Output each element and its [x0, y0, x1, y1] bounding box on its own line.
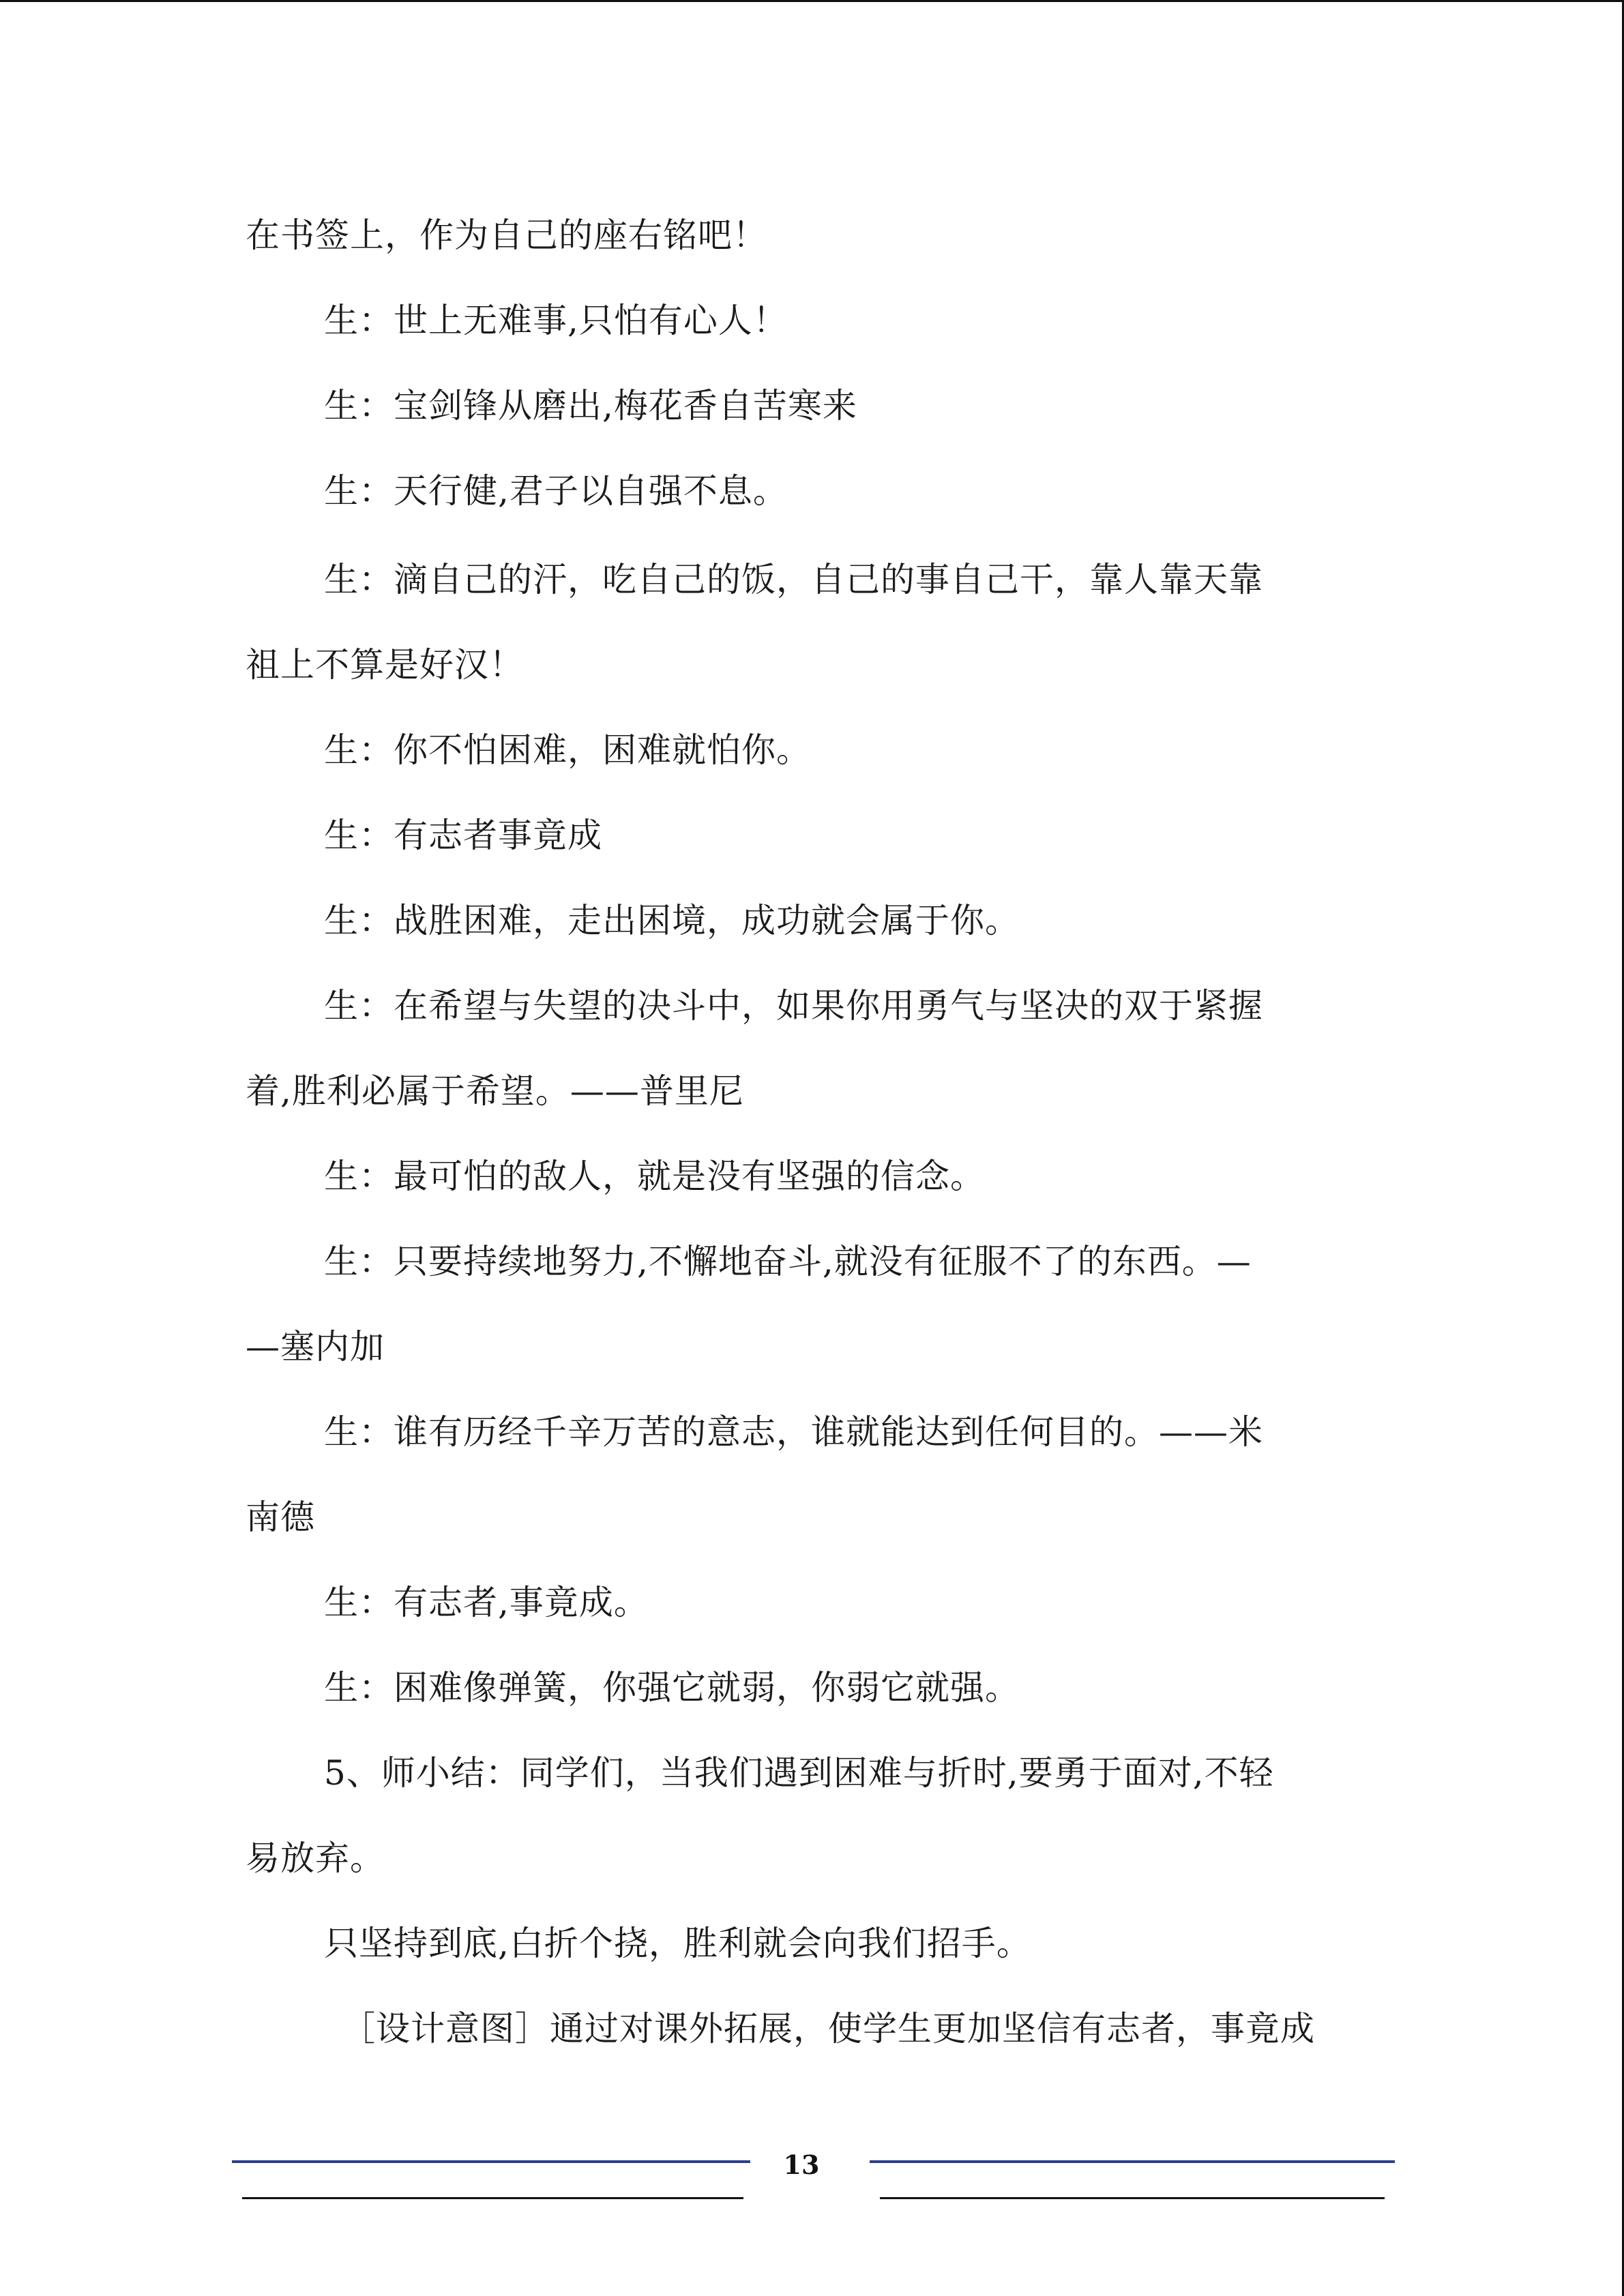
- paragraph-line: 祖上不算是好汉！: [246, 645, 524, 685]
- paragraph-line: 生：滴自己的汗，吃自己的饭，自己的事自己干，靠人靠天靠: [324, 560, 1263, 599]
- paragraph-line: 生：宝剑锋从磨出,梅花香自苦寒来: [324, 386, 857, 426]
- paragraph-line: 在书签上，作为自己的座右铭吧！: [246, 215, 767, 255]
- paragraph-line: 生：在希望与失望的决斗中，如果你用勇气与坚决的双于紧握: [324, 986, 1263, 1026]
- paragraph-line: 南德: [246, 1497, 315, 1537]
- footer-rule-right-black: [880, 2197, 1385, 2199]
- paragraph-line: 只坚持到底,白折个挠，胜利就会向我们招手。: [324, 1924, 1031, 1963]
- paragraph-line: 生：困难像弹簧，你强它就弱，你弱它就强。: [324, 1668, 1020, 1708]
- paragraph-line: ［设计意图］通过对课外拓展，使学生更加坚信有志者，事竟成: [341, 2009, 1315, 2048]
- footer-rule-right-blue: [870, 2160, 1395, 2163]
- top-border: [0, 0, 1624, 2]
- paragraph-line: —塞内加: [246, 1327, 385, 1367]
- paragraph-line: 生：有志者,事竟成。: [324, 1583, 649, 1622]
- paragraph-line: 生：最可怕的敌人，就是没有坚强的信念。: [324, 1157, 985, 1196]
- paragraph-line: 5、师小结：同学们，当我们遇到困难与折时,要勇于面对,不轻: [324, 1753, 1274, 1793]
- paragraph-line: 生：你不怕困难，困难就怕你。: [324, 730, 811, 770]
- paragraph-line: 生：有志者事竟成: [324, 816, 602, 855]
- paragraph-line: 生：只要持续地努力,不懈地奋斗,就没有征服不了的东西。—: [324, 1242, 1252, 1281]
- page-number: 13: [783, 2149, 820, 2180]
- paragraph-line: 易放弃。: [246, 1838, 385, 1878]
- paragraph-line: 生：谁有历经千辛万苦的意志，谁就能达到任何目的。——米: [324, 1412, 1263, 1452]
- paragraph-line: 生：战胜困难，走出困境，成功就会属于你。: [324, 901, 1020, 940]
- paragraph-line: 生：天行健,君子以自强不息。: [324, 471, 788, 511]
- footer-rule-left-black: [242, 2197, 743, 2199]
- paragraph-line: 生：世上无难事,只怕有心人！: [324, 301, 788, 340]
- paragraph-line: 着,胜利必属于希望。——普里尼: [246, 1071, 744, 1111]
- footer-rule-left-blue: [232, 2160, 750, 2163]
